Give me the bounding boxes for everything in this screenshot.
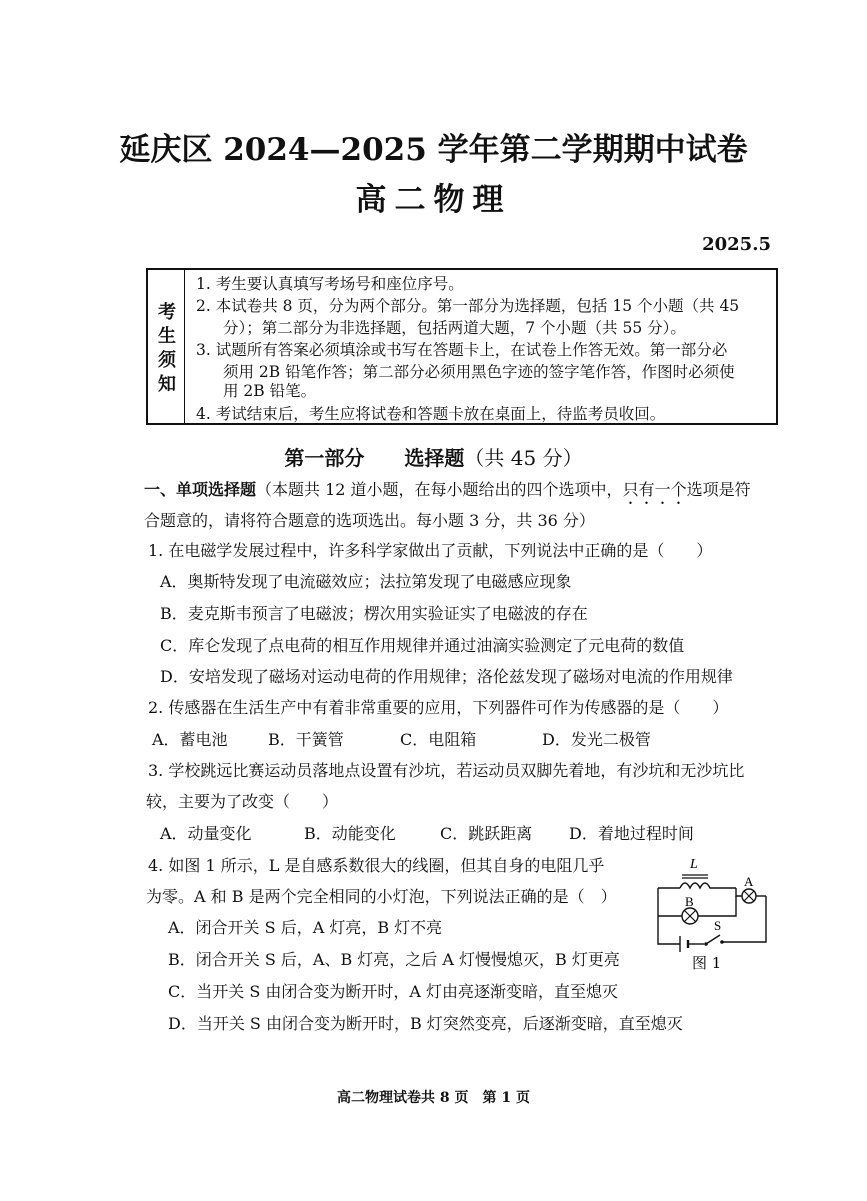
circuit-wire bbox=[698, 896, 736, 916]
q3-option-c: C．跳跃距离 bbox=[440, 824, 533, 843]
part1-title: 第一部分 选择题 bbox=[284, 446, 465, 470]
circuit-wire bbox=[722, 896, 766, 942]
q2-stem: 2. 传感器在生活生产中有着非常重要的应用，下列器件可作为传感器的是（ ） bbox=[148, 698, 729, 717]
candidate-notice-box bbox=[146, 268, 778, 425]
q4-option-a: A．闭合开关 S 后，A 灯亮，B 灯不亮 bbox=[168, 918, 443, 937]
q3-option-d: D．着地过程时间 bbox=[569, 824, 694, 843]
q3-option-b: B．动能变化 bbox=[304, 824, 396, 843]
notice-line: 4. 考试结束后，考生应将试卷和答题卡放在桌面上，待监考员收回。 bbox=[196, 405, 666, 423]
switch-contact bbox=[720, 940, 724, 944]
exam-title: 延庆区 2024—2025 学年第二学期期中试卷 bbox=[119, 132, 748, 168]
figure-caption: 图 1 bbox=[692, 954, 722, 972]
exam-date: 2025.5 bbox=[702, 234, 771, 255]
q1-option-d: D．安培发现了磁场对运动电荷的作用规律；洛伦兹发现了磁场对电流的作用规律 bbox=[160, 667, 733, 686]
q3-stem-line2: 较，主要为了改变（ ） bbox=[146, 792, 339, 811]
q2-option-d: D．发光二极管 bbox=[542, 730, 651, 749]
q1-stem: 1. 在电磁学发展过程中，许多科学家做出了贡献，下列说法中正确的是（ ） bbox=[148, 541, 713, 560]
notice-line: 用 2B 铅笔。 bbox=[223, 382, 317, 400]
notice-line: 分）；第二部分为非选择题，包括两道大题，7 个小题（共 55 分）。 bbox=[223, 319, 686, 337]
q1-option-b: B．麦克斯韦预言了电磁波；楞次用实验证实了电磁波的存在 bbox=[160, 604, 588, 623]
q1-option-a: A．奥斯特发现了电流磁效应；法拉第发现了电磁感应现象 bbox=[160, 572, 572, 591]
coil-icon bbox=[680, 883, 736, 888]
section1-intro-a: （本题共 12 道小题，在每小题给出的四个选项中， bbox=[256, 480, 623, 499]
q4-option-d: D．当开关 S 由闭合变为断开时，B 灯突然变亮，后逐渐变暗，直至熄灭 bbox=[168, 1014, 683, 1033]
notice-side-char: 知 bbox=[158, 374, 176, 395]
section1-emphasis: 只有一个 bbox=[622, 480, 687, 499]
switch-icon bbox=[706, 935, 720, 944]
q1-option-c: C．库仑发现了点电荷的相互作用规律并通过油滴实验测定了元电荷的数值 bbox=[160, 636, 685, 655]
notice-line: 须用 2B 铅笔作答；第二部分必须用黑色字迹的签字笔作答，作图时必须使 bbox=[223, 363, 735, 381]
section1-heading: 一、单项选择题 bbox=[144, 480, 257, 499]
q4-stem-line2: 为零。A 和 B 是两个完全相同的小灯泡，下列说法正确的是（ ） bbox=[146, 887, 617, 906]
notice-line: 2. 本试卷共 8 页，分为两个部分。第一部分为选择题，包括 15 个小题（共 45 bbox=[196, 297, 740, 315]
lamp-a-label: A bbox=[744, 874, 754, 889]
coil-label: L bbox=[690, 857, 698, 872]
notice-side-char: 须 bbox=[158, 350, 176, 371]
q2-option-a: A．蓄电池 bbox=[152, 730, 228, 749]
part1-heading bbox=[0, 442, 867, 471]
section1-intro bbox=[144, 479, 751, 508]
q4-stem-line1: 4. 如图 1 所示，L 是自感系数很大的线圈，但其自身的电阻几乎 bbox=[148, 856, 605, 875]
notice-side-label bbox=[148, 270, 185, 423]
part1-score: （共 45 分） bbox=[464, 446, 583, 470]
exam-subject: 高二物理 bbox=[355, 182, 512, 218]
section1-intro-c: 选项是符 bbox=[686, 480, 751, 499]
section1-intro-line2: 合题意的，请将符合题意的选项选出。每小题 3 分，共 36 分） bbox=[144, 511, 595, 530]
page-footer: 高二物理试卷共 8 页 第 1 页 bbox=[337, 1090, 530, 1106]
q3-stem-line1: 3. 学校跳远比赛运动员落地点设置有沙坑，若运动员双脚先着地，有沙坑和无沙坑比 bbox=[148, 761, 745, 780]
switch-label: S bbox=[714, 918, 722, 933]
circuit-figure bbox=[636, 856, 776, 976]
q3-option-a: A．动量变化 bbox=[160, 824, 252, 843]
circuit-wire bbox=[736, 888, 742, 896]
notice-side-char: 生 bbox=[158, 326, 176, 347]
notice-line: 1. 考生要认真填写考场号和座位序号。 bbox=[196, 275, 464, 293]
q2-option-b: B．干簧管 bbox=[268, 730, 344, 749]
notice-side-char: 考 bbox=[158, 302, 176, 323]
q4-option-c: C．当开关 S 由闭合变为断开时，A 灯由亮逐渐变暗，直至熄灭 bbox=[168, 982, 619, 1001]
lamp-b-label: B bbox=[685, 894, 694, 909]
notice-line: 3. 试题所有答案必须填涂或书写在答题卡上，在试卷上作答无效。第一部分必 bbox=[196, 341, 728, 359]
q4-option-b: B．闭合开关 S 后，A、B 灯亮，之后 A 灯慢慢熄灭，B 灯更亮 bbox=[168, 950, 620, 969]
q2-option-c: C．电阻箱 bbox=[400, 730, 477, 749]
